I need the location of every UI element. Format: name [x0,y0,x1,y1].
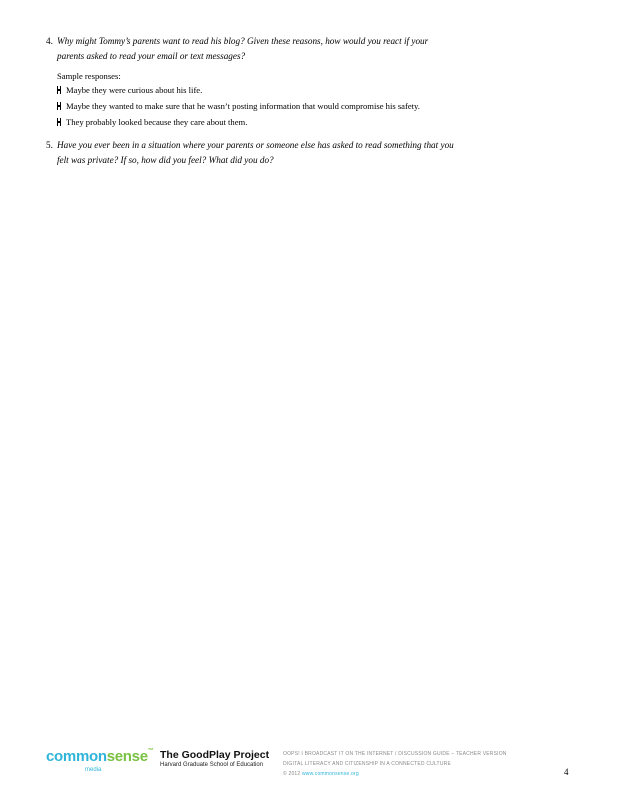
logo-trademark: ™ [147,748,154,754]
checkbox-bullet-icon [57,86,62,94]
footer-doc-title: OOPS! I BROADCAST IT ON THE INTERNET / DISCUSSION GUIDE – TEACHER VERSION [283,751,507,757]
response-item [57,99,420,113]
question-5-number: 5. [46,140,53,150]
footer-website-link[interactable]: www.commonsense.org [302,771,359,777]
logo-media-text: media [85,767,102,773]
response-item [57,115,247,129]
page-footer [0,740,618,785]
response-text: Maybe they wanted to make sure that he wasn’t posting information that would compromise his safety. [66,101,420,111]
response-text: They probably looked because they care about them. [66,117,248,127]
question-5-text-1: Have you ever been in a situation where your parents or someone else has asked to read something that you [57,140,454,150]
response-text: Maybe they were curious about his life. [66,85,203,95]
footer-curriculum: DIGITAL LITERACY AND CITIZENSHIP IN A CONNECTED CULTURE [283,761,451,767]
checkbox-bullet-icon [57,102,62,110]
question-4-number: 4. [46,36,53,46]
question-4-text-2: parents asked to read your email or text messages? [57,51,246,61]
question-4-text-1: Why might Tommy’s parents want to read his blog? Given these reasons, how would you react if your [57,36,429,46]
question-5 [46,138,516,168]
footer-copyright: © 2012 [283,771,301,777]
question-4 [46,34,516,64]
question-5-line-1 [46,138,516,153]
question-5-text-2: felt was private? If so, how did you feel? What did you do? [57,155,274,165]
logo-common-text: common [46,748,107,765]
question-4-line-1 [46,34,516,49]
goodplay-subtitle: Harvard Graduate School of Education [160,762,264,768]
logo-sense-text: sense [106,748,148,765]
sample-responses-label: Sample responses: [57,71,121,81]
page-number: 4 [564,767,569,777]
common-sense-logo [46,748,153,765]
goodplay-title: The GoodPlay Project [160,749,270,761]
response-item [57,83,202,97]
checkbox-bullet-icon [57,118,62,126]
footer-copyright-line [283,771,359,777]
